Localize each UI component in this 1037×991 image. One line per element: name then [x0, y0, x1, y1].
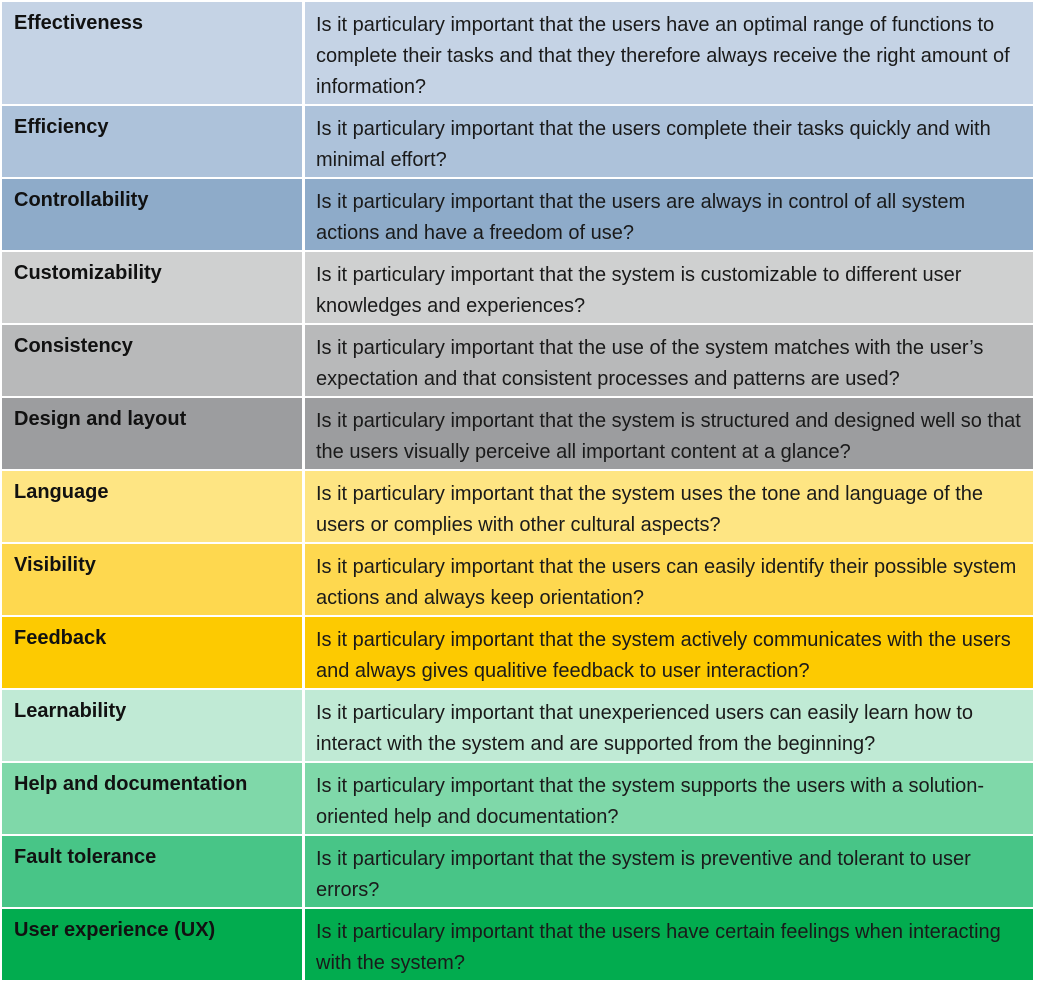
- table-row: [2, 909, 1033, 980]
- criterion-question: Is it particulary important that the users are always in control of all system actions and have a freedom of use?: [305, 179, 1033, 250]
- criterion-question: Is it particulary important that the users can easily identify their possible system actions and always keep orientation?: [305, 544, 1033, 615]
- criterion-question: Is it particulary important that the system is preventive and tolerant to user errors?: [305, 836, 1033, 907]
- criterion-question: Is it particulary important that the system uses the tone and language of the users or complies with other cultural aspects?: [305, 471, 1033, 542]
- table-row: [2, 179, 1033, 250]
- table-row: [2, 398, 1033, 469]
- criterion-name: Fault tolerance: [2, 836, 302, 907]
- criterion-name: Visibility: [2, 544, 302, 615]
- criteria-table: [2, 2, 1033, 982]
- criterion-question: Is it particulary important that the system is structured and designed well so that the users visually perceive all important content at a glance?: [305, 398, 1033, 469]
- table-row: [2, 617, 1033, 688]
- criterion-question: Is it particulary important that the use of the system matches with the user’s expectation and that consistent processes and patterns are used?: [305, 325, 1033, 396]
- table-row: [2, 763, 1033, 834]
- criterion-name: Efficiency: [2, 106, 302, 177]
- table-row: [2, 471, 1033, 542]
- table-row: [2, 325, 1033, 396]
- table-row: [2, 106, 1033, 177]
- criterion-question: Is it particulary important that the system supports the users with a solution-oriented help and documentation?: [305, 763, 1033, 834]
- criterion-question: Is it particulary important that the users complete their tasks quickly and with minimal effort?: [305, 106, 1033, 177]
- table-row: [2, 690, 1033, 761]
- criterion-name: Language: [2, 471, 302, 542]
- table-row: [2, 836, 1033, 907]
- criterion-name: Consistency: [2, 325, 302, 396]
- criterion-name: User experience (UX): [2, 909, 302, 980]
- table-row: [2, 252, 1033, 323]
- criterion-question: Is it particulary important that unexperienced users can easily learn how to interact with the system and are supported from the beginning?: [305, 690, 1033, 761]
- table-row: [2, 2, 1033, 104]
- criterion-name: Learnability: [2, 690, 302, 761]
- criterion-question: Is it particulary important that the system actively communicates with the users and always gives qualitive feedback to user interaction?: [305, 617, 1033, 688]
- criterion-name: Feedback: [2, 617, 302, 688]
- criterion-name: Controllability: [2, 179, 302, 250]
- criterion-question: Is it particulary important that the users have certain feelings when interacting with the system?: [305, 909, 1033, 980]
- criterion-name: Effectiveness: [2, 2, 302, 104]
- criterion-name: Design and layout: [2, 398, 302, 469]
- criterion-question: Is it particulary important that the users have an optimal range of functions to complete their tasks and that they therefore always receive the right amount of information?: [305, 2, 1033, 104]
- criterion-name: Customizability: [2, 252, 302, 323]
- table-row: [2, 544, 1033, 615]
- criterion-name: Help and documentation: [2, 763, 302, 834]
- criterion-question: Is it particulary important that the system is customizable to different user knowledges and experiences?: [305, 252, 1033, 323]
